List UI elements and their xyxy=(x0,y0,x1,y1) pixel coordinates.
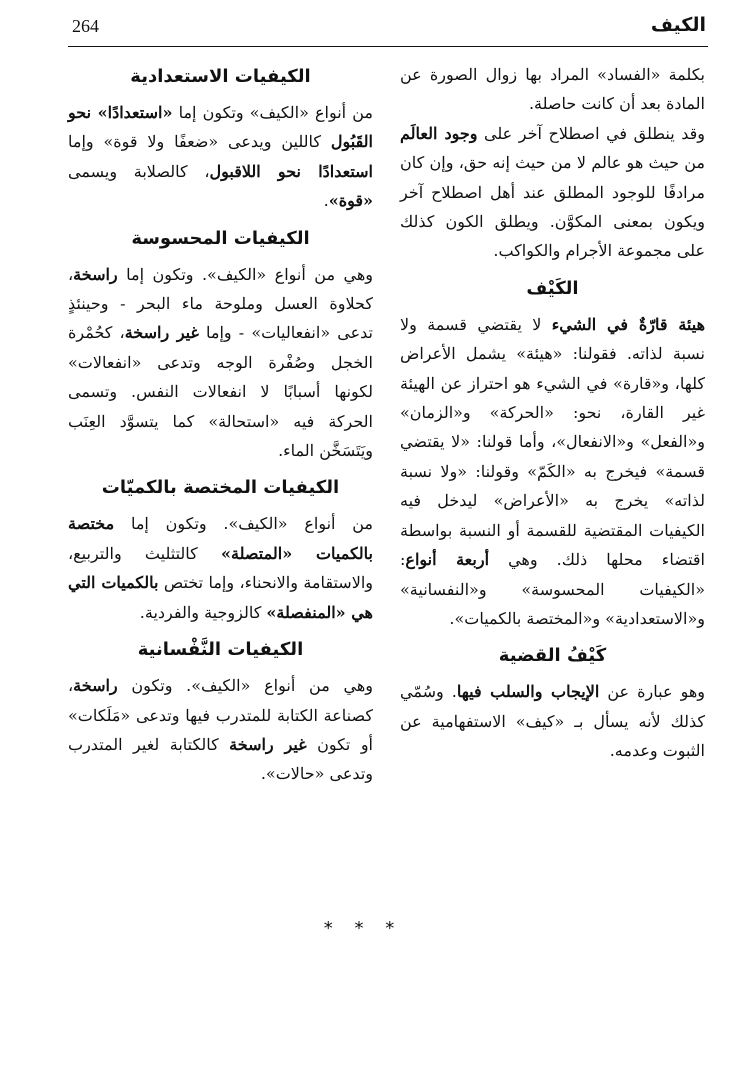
kayf-heading: الكَيْف xyxy=(526,277,579,299)
section-separator: * * * xyxy=(323,918,403,939)
istidadiyya-definition: من أنواع «الكيف» وتكون إما «استعدادًا» نحو القَبُول كاللين ويدعى «ضعفًا ولا قوة» وإما استعدادًا نحو اللاقبول، كالصلابة ويسمى «قوة». xyxy=(68,103,373,211)
kayf-definition: هيئة قارّةٌ في الشيء لا يقتضي قسمة ولا نسبة لذاته. فقولنا: «هيئة» يشمل الأعراض كلها، و«قارة» في الشيء هو احتراز عن الهيئة غير القارة، نحو: «الحركة» و«الزمان» و«الفعل» و«الانفعال»، وأما قولنا: «لا يقتضي قسمة» فيخرج به «الكَمّ» وقولنا: «ولا نسبة لذاته» يخرج به «الأعراض» ليدخل فيه الكيفيات المقتضية للقسمة أو النسبة بواسطة اقتضاء محلها ذلك. وهي أربعة أنواع: «الكيفيات المحسوسة» و«النفسانية» و«الاستعدادية» و«المختصة بالكميات». xyxy=(400,314,706,628)
intro-paragraph-2: وقد ينطلق في اصطلاح آخر على وجود العالَم من حيث هو عالم لا من حيث إنه حق، وإن كان مرادفًا للوجود المطلق عند أهل اصطلاح آخر ويكون بمعنى المكوَّن. ويطلق الكون كذلك على مجموعة الأجرام والكواكب. xyxy=(400,123,705,261)
running-head: الكيف xyxy=(650,14,706,36)
nafsaniyya-heading: الكيفيات النَّفْسانية xyxy=(137,639,304,661)
mahsusa-heading: الكيفيات المحسوسة xyxy=(131,227,310,249)
nafsaniyya-definition: وهي من أنواع «الكيف». وتكون راسخة، كصناعة الكتابة للمتدرب فيها وتدعى «مَلَكات» أو تكون غير راسخة كالكتابة لغير المتدرب وتدعى «حالات». xyxy=(68,676,374,784)
istidadiyya-heading: الكيفيات الاستعدادية xyxy=(130,66,311,87)
mahsusa-definition: وهي من أنواع «الكيف». وتكون إما راسخة، كحلاوة العسل وملوحة ماء البحر - وحينئذٍ تدعى «انفعاليات» - وإما غير راسخة، كحُمْرة الخجل وصُفْرة الوجه وتدعى «انفعالات» لكونها أسبابًا لا انفعالات النفس. وتسمى الحركة فيه «استحالة» كما يتسوَّد العِنَب ويَتَسَخَّن الماء. xyxy=(68,264,374,461)
page-number: 264 xyxy=(72,16,99,36)
qadiyya-definition: وهو عبارة عن الإيجاب والسلب فيها. وسُمّي كذلك لأنه يسأل بـ «كيف» الاستفهامية عن الثبوت وعدمه. xyxy=(400,682,706,761)
header-rule xyxy=(68,46,708,47)
page-header xyxy=(68,14,708,44)
left-column xyxy=(68,60,373,789)
right-column xyxy=(400,60,705,766)
kamiyyat-heading: الكيفيات المختصة بالكميّات xyxy=(101,477,340,499)
qadiyya-heading: كَيْفُ القضية xyxy=(498,645,607,667)
kamiyyat-definition: من أنواع «الكيف». وتكون إما مختصة بالكميات «المتصلة» كالتثليث والتربيع، والاستقامة والانحناء، وإما تختص بالكميات التي هي «المنفصلة» كالزوجية والفردية. xyxy=(68,514,374,622)
intro-paragraph-1: بكلمة «الفساد» المراد بها زوال الصورة عن المادة بعد أن كانت حاصلة. xyxy=(400,65,705,114)
